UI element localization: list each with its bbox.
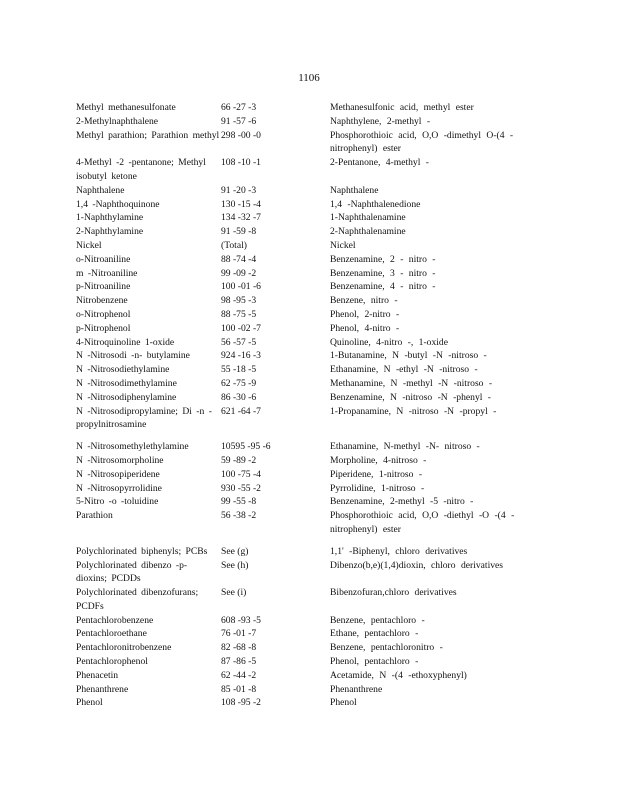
chemical-abstracts-index-name: Bibenzofuran,chloro derivatives [330, 587, 457, 599]
chemical-name: N -Nitrosodiethylamine [76, 364, 170, 376]
chemical-abstracts-index-name: Ethanamine, N -ethyl -N -nitroso - [330, 364, 478, 376]
chemical-abstracts-index-name: Naphthylene, 2-methyl - [330, 115, 431, 127]
table-row [76, 184, 556, 198]
cas-number: 100 -75 -4 [221, 468, 261, 480]
chemical-name: Pentachloronitrobenzene [76, 642, 172, 654]
chemical-name: Polychlorinated biphenyls; PCBs [76, 545, 208, 557]
table-row [76, 454, 556, 468]
cas-number: 59 -89 -2 [221, 454, 257, 466]
row-spacer [76, 432, 556, 440]
table-row [76, 349, 556, 363]
chemical-name: o-Nitroaniline [76, 253, 131, 265]
chemical-name: Polychlorinated dibenzofurans; PCDFs [76, 587, 199, 612]
cas-number: 91 -59 -8 [221, 226, 257, 238]
cas-number: 76 -01 -7 [221, 628, 257, 640]
chemical-abstracts-index-name: Naphthalene [330, 184, 379, 196]
table-row [76, 696, 556, 710]
cas-number: 134 -32 -7 [221, 212, 261, 224]
table-row [76, 267, 556, 281]
chemical-abstracts-index-name: 1-Naphthalenamine [330, 212, 406, 224]
chemical-abstracts-index-name: Dibenzo(b,e)(1,4)dioxin, chloro derivatives [330, 559, 504, 571]
table-row [76, 253, 556, 267]
cas-number: 130 -15 -4 [221, 198, 261, 210]
table-row [76, 322, 556, 336]
table-row [76, 586, 556, 614]
chemical-name: 1-Naphthylamine [76, 212, 144, 224]
cas-number: 99 -55 -8 [221, 496, 257, 508]
chemical-abstracts-index-name: Phosphorothioic acid, O,O -dimethyl O-(4 -nitrophenyl) ester [330, 129, 514, 155]
chemical-name: 4-Methyl -2 -pentanone; Methyl isobutyl ketone [76, 157, 206, 182]
chemical-abstracts-index-name: Benzenamine, 2 - nitro - [330, 253, 436, 265]
cas-number: See (i) [221, 587, 247, 599]
chemical-name: Nitrobenzene [76, 295, 128, 307]
chemical-name: Methyl methanesulfonate [76, 102, 176, 113]
chemical-name: Pentachlorobenzene [76, 614, 154, 626]
cas-number: 924 -16 -3 [221, 350, 261, 362]
table-row [76, 129, 556, 157]
table-row [76, 280, 556, 294]
cas-number: 82 -68 -8 [221, 642, 257, 654]
chemical-abstracts-index-name: 1-Butanamine, N -butyl -N -nitroso - [330, 350, 487, 362]
chemical-name: Naphthalene [76, 184, 125, 196]
table-row [76, 198, 556, 212]
cas-number: 56 -38 -2 [221, 510, 257, 522]
chemical-abstracts-index-name: Acetamide, N -(4 -ethoxyphenyl) [330, 669, 467, 681]
cas-number: 621 -64 -7 [221, 405, 261, 417]
cas-number: 108 -10 -1 [221, 157, 261, 169]
chemical-table [76, 101, 556, 710]
table-row [76, 559, 556, 587]
table-row [76, 101, 556, 115]
chemical-name: N -Nitrosomethylethylamine [76, 441, 189, 453]
table-row [76, 509, 556, 537]
table-row [76, 405, 556, 433]
chemical-abstracts-index-name: Piperidene, 1-nitroso - [330, 468, 423, 480]
chemical-name: m -Nitroaniline [76, 267, 138, 279]
cas-number: 62 -75 -9 [221, 377, 257, 389]
cas-number: 930 -55 -2 [221, 482, 261, 494]
chemical-name: 2-Methylnaphthalene [76, 115, 159, 127]
chemical-abstracts-index-name: Benzene, pentachloronitro - [330, 642, 443, 654]
table-row [76, 377, 556, 391]
table-row [76, 115, 556, 129]
table-row [76, 363, 556, 377]
cas-number: 62 -44 -2 [221, 669, 257, 681]
chemical-abstracts-index-name: Nickel [330, 239, 356, 251]
chemical-name: o-Nitrophenol [76, 308, 131, 320]
chemical-abstracts-index-name: Phenol [330, 697, 357, 709]
chemical-abstracts-index-name: 1-Propanamine, N -nitroso -N -propyl - [330, 405, 497, 417]
cas-number: 100 -02 -7 [221, 322, 261, 334]
cas-number: 98 -95 -3 [221, 295, 257, 307]
cas-number: 99 -09 -2 [221, 267, 257, 279]
chemical-abstracts-index-name: 1,4 -Naphthalenedione [330, 198, 421, 210]
chemical-abstracts-index-name: 2-Pentanone, 4-methyl - [330, 157, 429, 169]
table-row [76, 308, 556, 322]
chemical-name: Parathion [76, 510, 113, 522]
chemical-abstracts-index-name: 2-Naphthalenamine [330, 226, 406, 238]
cas-number: 608 -93 -5 [221, 614, 261, 626]
chemical-name: Polychlorinated dibenzo -p- dioxins; PCDDs [76, 559, 188, 585]
table-row [76, 683, 556, 697]
chemical-name: N -Nitrosodiphenylamine [76, 391, 177, 403]
chemical-name: Pentachloroethane [76, 628, 147, 640]
cas-number: 56 -57 -5 [221, 336, 257, 348]
chemical-abstracts-index-name: Phenol, 4-nitro - [330, 322, 400, 334]
chemical-abstracts-index-name: Phenanthrene [330, 683, 383, 695]
chemical-name: N -Nitrosopyrrolidine [76, 482, 162, 494]
table-row [76, 495, 556, 509]
table-row [76, 482, 556, 496]
cas-number: 86 -30 -6 [221, 391, 257, 403]
chemical-abstracts-index-name: Phenol, pentachloro - [330, 656, 419, 668]
cas-number: 100 -01 -6 [221, 281, 261, 293]
page-number: 1106 [298, 72, 320, 84]
cas-number: 10595 -95 -6 [221, 441, 271, 453]
chemical-abstracts-index-name: Benzene, pentachloro - [330, 614, 425, 626]
cas-number: (Total) [221, 239, 247, 251]
chemical-abstracts-index-name: Quinoline, 4-nitro -, 1-oxide [330, 336, 448, 348]
chemical-name: 4-Nitroquinoline 1-oxide [76, 336, 175, 348]
chemical-abstracts-index-name: Pyrrolidine, 1-nitroso - [330, 482, 425, 494]
table-row [76, 391, 556, 405]
chemical-name: Phenacetin [76, 669, 119, 681]
table-row [76, 440, 556, 454]
chemical-abstracts-index-name: Benzene, nitro - [330, 295, 398, 307]
chemical-abstracts-index-name: Methanamine, N -methyl -N -nitroso - [330, 377, 493, 389]
chemical-abstracts-index-name: Benzenamine, N -nitroso -N -phenyl - [330, 391, 491, 403]
chemical-name: N -Nitrosodimethylamine [76, 377, 177, 389]
chemical-abstracts-index-name: Benzenamine, 2-methyl -5 -nitro - [330, 496, 474, 508]
table-row [76, 641, 556, 655]
chemical-name: N -Nitrosodi -n- butylamine [76, 350, 190, 362]
chemical-abstracts-index-name: 1,1' -Biphenyl, chloro derivatives [330, 545, 468, 557]
chemical-name: p-Nitroaniline [76, 281, 131, 293]
chemical-name: Nickel [76, 239, 102, 251]
cas-number: 55 -18 -5 [221, 364, 257, 376]
chemical-name: Phenol [76, 697, 103, 709]
chemical-abstracts-index-name: Phosphorothioic acid, O,O -diethyl -O -(4 -nitrophenyl) ester [330, 510, 515, 535]
chemical-name: N -Nitrosodipropylamine; Di -n -propylnitrosamine [76, 405, 212, 431]
chemical-abstracts-index-name: Ethanamine, N-methyl -N- nitroso - [330, 441, 480, 453]
cas-number: 88 -75 -5 [221, 308, 257, 320]
table-row [76, 545, 556, 559]
table-row [76, 211, 556, 225]
table-row [76, 239, 556, 253]
chemical-abstracts-index-name: Morpholine, 4-nitroso - [330, 454, 427, 466]
cas-number: 91 -57 -6 [221, 115, 257, 127]
table-row [76, 655, 556, 669]
chemical-name: 1,4 -Naphthoquinone [76, 198, 160, 210]
chemical-abstracts-index-name: Methanesulfonic acid, methyl ester [330, 102, 474, 113]
chemical-abstracts-index-name: Phenol, 2-nitro - [330, 308, 400, 320]
table-row [76, 294, 556, 308]
chemical-name: 2-Naphthylamine [76, 226, 144, 238]
chemical-name: 5-Nitro -o -toluidine [76, 496, 159, 508]
chemical-name: N -Nitrosopiperidene [76, 468, 160, 480]
chemical-abstracts-index-name: Benzenamine, 3 - nitro - [330, 267, 436, 279]
table-row [76, 468, 556, 482]
cas-number: 91 -20 -3 [221, 184, 257, 196]
table-row [76, 614, 556, 628]
chemical-name: Phenanthrene [76, 683, 129, 695]
chemical-name: Pentachlorophenol [76, 656, 148, 668]
cas-number: 85 -01 -8 [221, 683, 257, 695]
chemical-abstracts-index-name: Ethane, pentachloro - [330, 628, 419, 640]
cas-number: See (g) [221, 545, 249, 557]
row-spacer [76, 537, 556, 545]
chemical-name: p-Nitrophenol [76, 322, 131, 334]
chemical-name: Methyl parathion; Parathion methyl [76, 129, 220, 141]
table-row [76, 336, 556, 350]
cas-number: 87 -86 -5 [221, 656, 257, 668]
chemical-abstracts-index-name: Benzenamine, 4 - nitro - [330, 281, 436, 293]
cas-number: 66 -27 -3 [221, 102, 257, 113]
table-row [76, 669, 556, 683]
table-row [76, 156, 556, 184]
chemical-name: N -Nitrosomorpholine [76, 454, 164, 466]
table-row [76, 225, 556, 239]
table-row [76, 627, 556, 641]
cas-number: 298 -00 -0 [221, 129, 261, 141]
cas-number: See (h) [221, 559, 249, 571]
cas-number: 108 -95 -2 [221, 697, 261, 709]
cas-number: 88 -74 -4 [221, 253, 257, 265]
